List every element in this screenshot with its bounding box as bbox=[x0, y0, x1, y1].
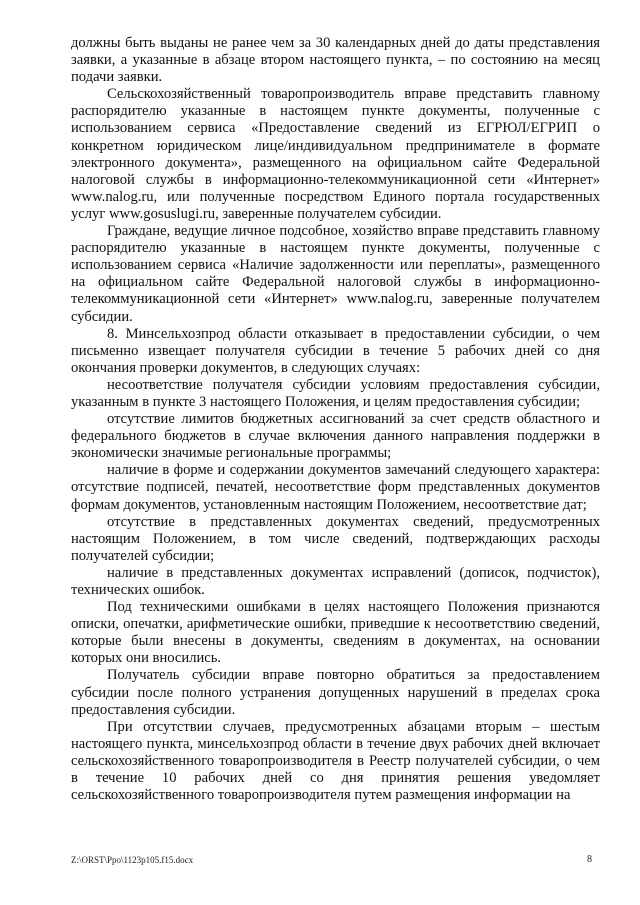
paragraph-7: наличие в форме и содержании документов замечаний следующего характера: отсутствие подписей, печатей, несоответствие форм представленных документов формам документов, установленным настоящим Положением, несоответствие дат; bbox=[71, 462, 600, 513]
paragraph-8: отсутствие в представленных документах сведений, предусмотренных настоящим Положением, в том числе сведений, подтверждающих расходы получателей субсидии; bbox=[71, 513, 600, 564]
paragraph-4: 8. Минсельхозпрод области отказывает в предоставлении субсидии, о чем письменно извещает получателя субсидии в течение 5 рабочих дней со дня окончания проверки документов, в следующих случаях: bbox=[71, 325, 600, 376]
paragraph-10: Под техническими ошибками в целях настоящего Положения признаются описки, опечатки, арифметические ошибки, приведшие к несоответствию сведений, которые были внесены в документы, сведениям в документах, на основании которых они вносились. bbox=[71, 599, 600, 667]
document-body bbox=[71, 35, 600, 804]
paragraph-12: При отсутствии случаев, предусмотренных абзацами вторым – шестым настоящего пункта, минсельхозпрод области в течение двух рабочих дней включает сельскохозяйственного товаропроизводителя в Реестр получателей субсидии, о чем в течение 10 рабочих дней со дня принятия решения уведомляет сельскохозяйственного товаропроизводителя путем размещения информации на bbox=[71, 718, 600, 804]
page-number: 8 bbox=[587, 854, 592, 865]
paragraph-11: Получатель субсидии вправе повторно обратиться за предоставлением субсидии после полного устранения допущенных нарушений в пределах срока предоставления субсидии. bbox=[71, 667, 600, 718]
paragraph-9: наличие в представленных документах исправлений (дописок, подчисток), технических ошибок. bbox=[71, 564, 600, 598]
paragraph-6: отсутствие лимитов бюджетных ассигнований за счет средств областного и федерального бюджетов в случае включения данного направления поддержки в экономически значимые региональные программы; bbox=[71, 411, 600, 462]
footer-file-path: Z:\ORST\Ppo\1123p105.f15.docx bbox=[71, 855, 194, 865]
paragraph-3: Граждане, ведущие личное подсобное, хозяйство вправе представить главному распорядителю указанные в настоящем пункте документы, полученные с использованием сервиса «Наличие задолженности или переплаты», размещенного на официальном сайте Федеральной налоговой службы в информационно-телекоммуникационной сети «Интернет» www.nalog.ru, заверенные получателем субсидии. bbox=[71, 223, 600, 325]
paragraph-2: Сельскохозяйственный товаропроизводитель вправе представить главному распорядителю указанные в настоящем пункте документы, полученные с использованием сервиса «Предоставление сведений из ЕГРЮЛ/ЕГРИП о конкретном юридическом лице/индивидуальном предпринимателе в формате электронного документа», размещенного на официальном сайте Федеральной налоговой службы в информационно-телекоммуникационной сети «Интернет» www.nalog.ru, или полученные посредством Единого портала государственных услуг www.gosuslugi.ru, заверенные получателем субсидии. bbox=[71, 86, 600, 222]
paragraph-1: должны быть выданы не ранее чем за 30 календарных дней до даты представления заявки, а указанные в абзаце втором настоящего пункта, – по состоянию на месяц подачи заявки. bbox=[71, 35, 600, 86]
paragraph-5: несоответствие получателя субсидии условиям предоставления субсидии, указанным в пункте 3 настоящего Положения, и целям предоставления субсидии; bbox=[71, 376, 600, 410]
